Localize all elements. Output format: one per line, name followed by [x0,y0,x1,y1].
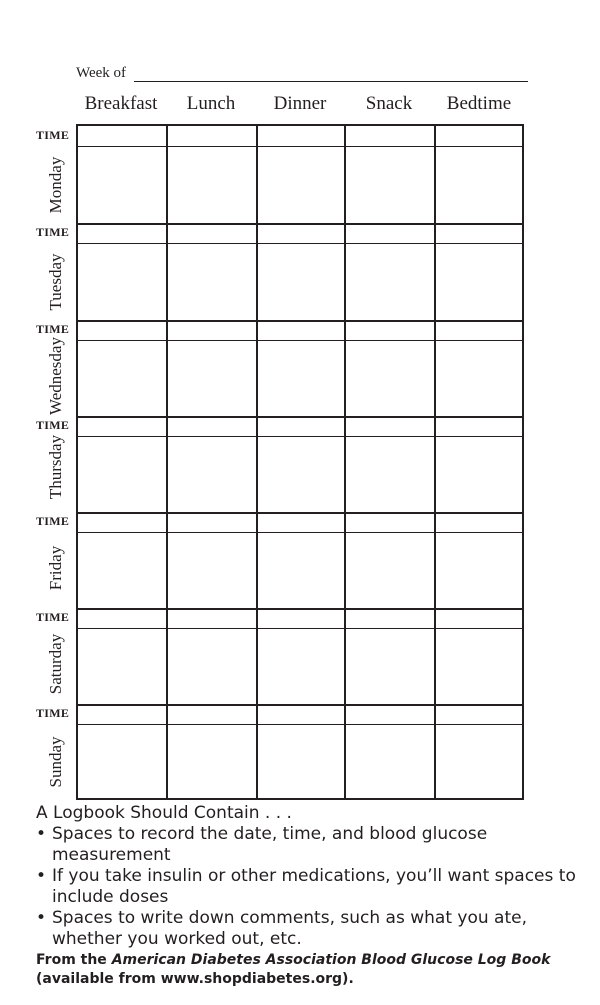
info-item-text: Spaces to record the date, time, and blood glucose measurement [52,824,488,865]
time-row-divider [78,628,522,629]
time-row-divider [78,146,522,147]
time-label-thursday: TIME [36,418,70,432]
info-item [36,866,596,908]
column-header-lunch: Lunch [186,93,236,114]
column-divider [344,126,346,798]
time-row-divider [78,436,522,437]
week-of-blank-line[interactable] [134,81,528,82]
info-heading: A Logbook Should Contain . . . [36,803,292,823]
week-of-row [76,64,528,86]
column-header-dinner: Dinner [273,93,327,114]
day-label-friday: Friday [46,545,65,591]
time-label-friday: TIME [36,514,70,528]
info-item-text: Spaces to write down comments, such as what you ate, whether you worked out, etc. [52,908,527,949]
time-label-tuesday: TIME [36,225,70,239]
source-prefix: From the [36,952,107,968]
day-label-wednesday: Wednesday [46,337,65,415]
day-label-sunday: Sunday [46,736,65,788]
logbook-info [36,802,596,989]
day-row-divider [78,704,522,706]
day-label-tuesday: Tuesday [46,253,65,311]
info-item-text: If you take insulin or other medications, you’ll want spaces to include doses [52,866,576,907]
day-row-divider [78,320,522,322]
time-row-divider [78,724,522,725]
time-label-sunday: TIME [36,706,70,720]
day-row-divider [78,416,522,418]
source-title: American Diabetes Association Blood Glucose Log Book [111,952,551,968]
day-row-divider [78,223,522,225]
time-label-wednesday: TIME [36,322,70,336]
bullet-icon: • [36,908,47,928]
info-list [36,824,596,950]
time-row-divider [78,243,522,244]
bullet-icon: • [36,824,47,844]
time-label-saturday: TIME [36,610,70,624]
time-row-divider [78,532,522,533]
column-divider [166,126,168,798]
day-row-divider [78,608,522,610]
day-label-thursday: Thursday [46,434,65,500]
info-item [36,824,596,866]
bullet-icon: • [36,866,47,886]
week-of-label: Week of [76,65,127,81]
info-item [36,908,596,950]
column-header-bedtime: Bedtime [446,93,512,114]
source-citation [36,951,596,989]
column-header-breakfast: Breakfast [84,93,158,114]
day-label-monday: Monday [46,156,65,214]
day-row-divider [78,512,522,514]
column-divider [434,126,436,798]
time-row-divider [78,340,522,341]
logbook-grid[interactable] [76,124,524,800]
source-suffix: (available from www.shopdiabetes.org). [36,971,354,987]
day-label-saturday: Saturday [46,633,65,695]
column-header-snack: Snack [365,93,413,114]
column-divider [256,126,258,798]
time-label-monday: TIME [36,128,70,142]
